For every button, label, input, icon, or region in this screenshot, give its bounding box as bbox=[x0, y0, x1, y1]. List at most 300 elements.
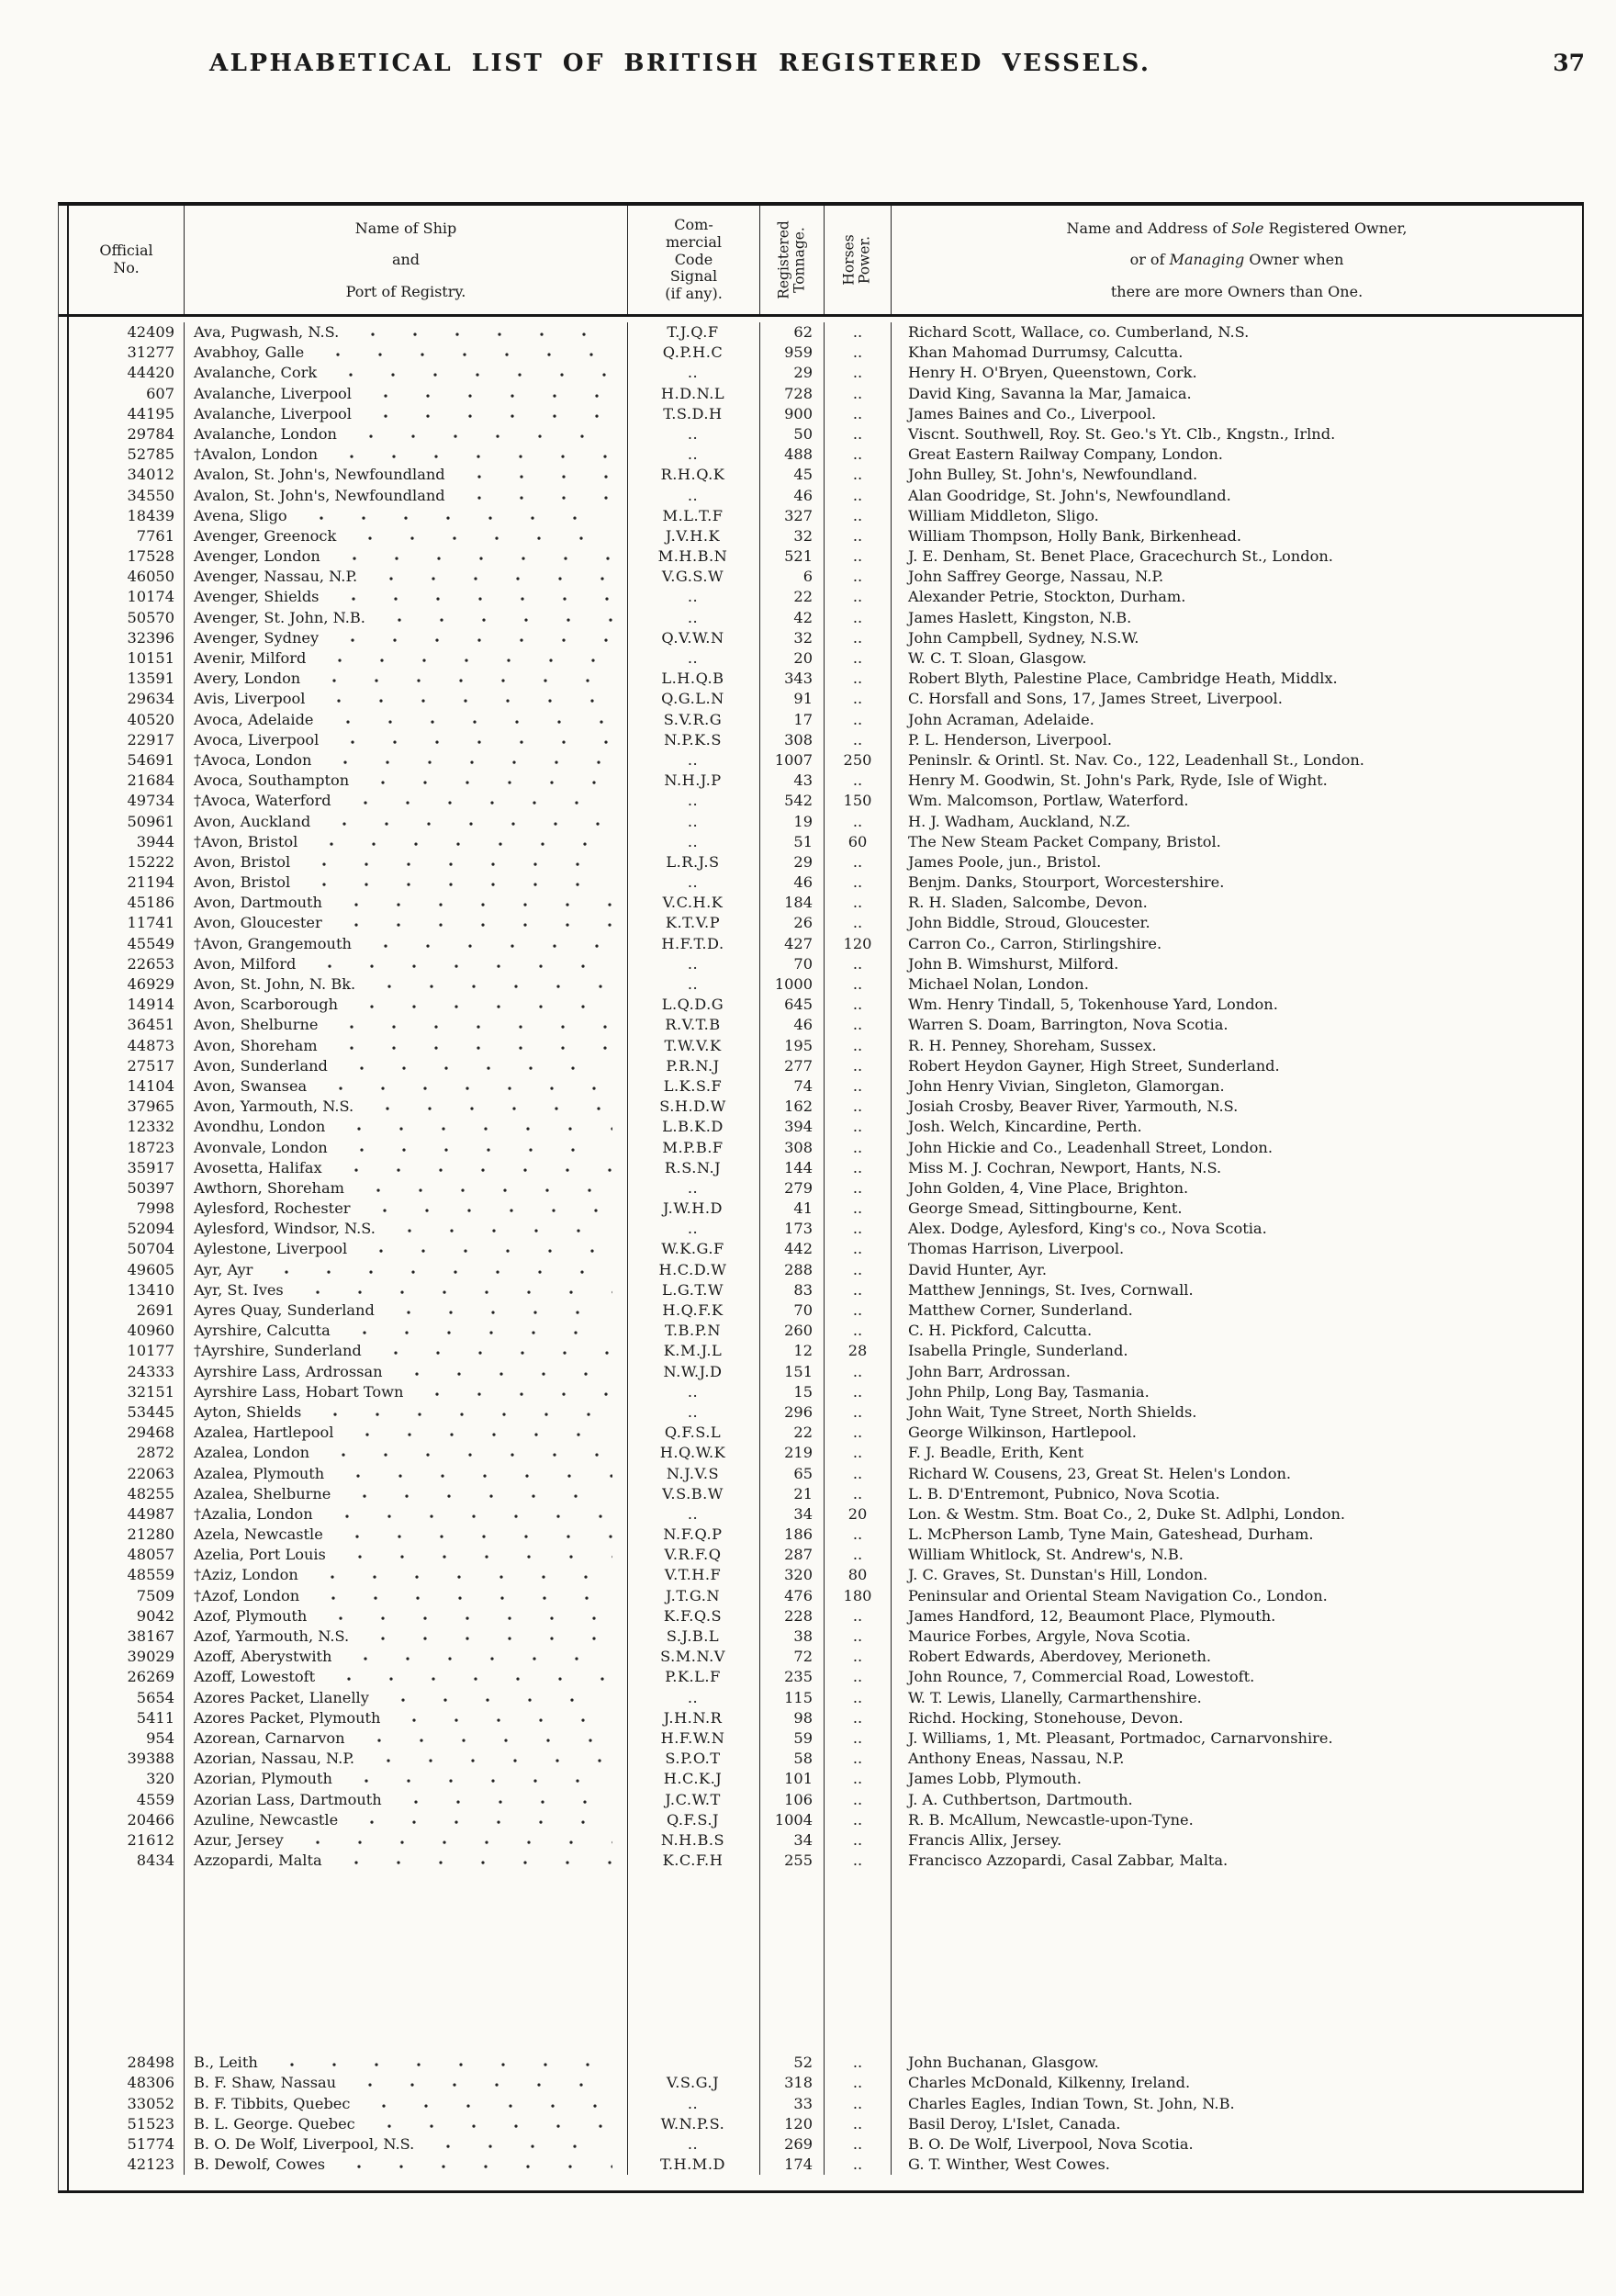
tonnage-cell: 46 bbox=[760, 1015, 825, 1035]
code-signal-cell: V.T.H.F bbox=[628, 1565, 760, 1585]
owner-cell: Basil Deroy, L'Islet, Canada. bbox=[908, 2114, 1121, 2133]
header-tonnage-line: Tonnage. bbox=[791, 227, 808, 293]
table-row bbox=[69, 1178, 1582, 1199]
official-no-cell: 607 bbox=[69, 384, 185, 404]
ship-name-cell bbox=[185, 1790, 628, 1810]
table-row bbox=[69, 1300, 1582, 1321]
code-signal-cell: T.H.M.D bbox=[628, 2155, 760, 2175]
tonnage-cell: 20 bbox=[760, 648, 825, 669]
code-signal-cell: S.M.N.V bbox=[628, 1647, 760, 1667]
tonnage-cell: 19 bbox=[760, 812, 825, 832]
ship-name: Ayrshire Lass, Ardrossan bbox=[194, 1362, 383, 1380]
owner-cell: John Hickie and Co., Leadenhall Street, London. bbox=[908, 1138, 1273, 1156]
ship-name: Avalanche, London bbox=[194, 424, 337, 443]
code-signal-cell: H.F.W.N bbox=[628, 1728, 760, 1749]
ship-name: Avalon, St. John's, Newfoundland bbox=[194, 466, 445, 484]
code-signal-cell: .. bbox=[628, 1402, 760, 1423]
dot-leader bbox=[318, 1606, 612, 1626]
owner-cell: Alan Goodridge, St. John's, Newfoundland. bbox=[908, 486, 1231, 504]
dot-leader bbox=[362, 1199, 612, 1219]
official-no-cell: 13410 bbox=[69, 1280, 185, 1300]
horse-power-cell: .. bbox=[825, 974, 892, 995]
code-signal-cell: J.T.G.N bbox=[628, 1586, 760, 1606]
horse-power-cell: .. bbox=[825, 404, 892, 424]
horse-power-cell: .. bbox=[825, 1036, 892, 1056]
ship-name: Azelia, Port Louis bbox=[194, 1546, 326, 1564]
code-signal-cell: P.R.N.J bbox=[628, 1056, 760, 1076]
table-row bbox=[69, 486, 1582, 506]
dot-leader bbox=[322, 750, 612, 771]
table-row bbox=[69, 974, 1582, 995]
tonnage-cell: 174 bbox=[760, 2155, 825, 2175]
ship-name: Aylestone, Liverpool bbox=[194, 1240, 348, 1258]
dot-leader bbox=[360, 771, 612, 791]
owner-cell: James Lobb, Plymouth. bbox=[908, 1770, 1082, 1788]
ship-name: Ayrshire, Calcutta bbox=[194, 1322, 331, 1340]
dot-leader bbox=[301, 872, 612, 893]
dot-leader bbox=[330, 628, 612, 648]
ship-name: †Aziz, London bbox=[194, 1566, 298, 1584]
ship-name: Ayrshire Lass, Hobart Town bbox=[194, 1382, 404, 1401]
tonnage-cell: 900 bbox=[760, 404, 825, 424]
official-no-cell: 4559 bbox=[69, 1790, 185, 1810]
ship-name: Avon, St. John, N. Bk. bbox=[194, 975, 356, 993]
header-code-line: Signal bbox=[669, 267, 718, 286]
horse-power-cell: .. bbox=[825, 1851, 892, 1871]
page-number: 37 bbox=[1553, 50, 1585, 76]
ship-name-cell bbox=[185, 1504, 628, 1525]
ship-name-cell bbox=[185, 1015, 628, 1035]
ship-name: B. F. Shaw, Nassau bbox=[194, 2074, 337, 2092]
horse-power-cell: .. bbox=[825, 567, 892, 587]
official-no-cell: 52785 bbox=[69, 445, 185, 465]
dot-leader bbox=[336, 1117, 612, 1137]
official-no-cell: 48559 bbox=[69, 1565, 185, 1585]
code-signal-cell: P.K.L.F bbox=[628, 1667, 760, 1687]
tonnage-cell: 542 bbox=[760, 791, 825, 811]
code-signal-cell: .. bbox=[628, 1219, 760, 1239]
header-owner bbox=[892, 206, 1582, 314]
owner-cell: Great Eastern Railway Company, London. bbox=[908, 445, 1223, 464]
tonnage-cell: 488 bbox=[760, 445, 825, 465]
owner-cell: B. O. De Wolf, Liverpool, Nova Scotia. bbox=[908, 2135, 1194, 2153]
code-signal-cell: H.C.D.W bbox=[628, 1260, 760, 1280]
table-row bbox=[69, 669, 1582, 689]
tonnage-cell: 62 bbox=[760, 322, 825, 343]
horse-power-cell: .. bbox=[825, 1321, 892, 1341]
official-no-cell: 29468 bbox=[69, 1423, 185, 1443]
dot-leader bbox=[394, 1362, 612, 1382]
ship-name-cell bbox=[185, 1402, 628, 1423]
code-signal-cell: .. bbox=[628, 608, 760, 628]
ship-name: Avon, Bristol bbox=[194, 873, 291, 892]
horse-power-cell: .. bbox=[825, 2094, 892, 2114]
official-no-cell: 33052 bbox=[69, 2094, 185, 2114]
table-row bbox=[69, 1586, 1582, 1606]
ship-name-cell bbox=[185, 1606, 628, 1626]
ship-name: Avon, Gloucester bbox=[194, 914, 322, 932]
code-signal-cell: Q.F.S.J bbox=[628, 1810, 760, 1830]
tonnage-cell: 269 bbox=[760, 2134, 825, 2155]
ship-name-cell bbox=[185, 1688, 628, 1708]
ship-name-cell bbox=[185, 404, 628, 424]
official-no-cell: 15222 bbox=[69, 852, 185, 872]
tonnage-cell: 279 bbox=[760, 1178, 825, 1199]
horse-power-cell: .. bbox=[825, 587, 892, 607]
horse-power-cell: .. bbox=[825, 812, 892, 832]
dot-leader bbox=[301, 852, 612, 872]
tonnage-cell: 296 bbox=[760, 1402, 825, 1423]
official-no-cell: 18723 bbox=[69, 1138, 185, 1158]
tonnage-cell: 6 bbox=[760, 567, 825, 587]
header-power-line: Power. bbox=[857, 235, 873, 285]
official-no-cell: 50961 bbox=[69, 812, 185, 832]
header-official-no-line: Official bbox=[99, 242, 153, 260]
horse-power-cell: 250 bbox=[825, 750, 892, 771]
code-signal-cell: S.H.D.W bbox=[628, 1097, 760, 1117]
horse-power-cell: .. bbox=[825, 1790, 892, 1810]
official-no-cell: 2691 bbox=[69, 1300, 185, 1321]
ship-name: Avon, Scarborough bbox=[194, 996, 338, 1014]
official-no-cell: 51523 bbox=[69, 2114, 185, 2134]
ship-name: Ayr, St. Ives bbox=[194, 1280, 284, 1299]
table-row bbox=[69, 852, 1582, 872]
official-no-cell: 42409 bbox=[69, 322, 185, 343]
ship-name: Avon, Shelburne bbox=[194, 1016, 319, 1034]
horse-power-cell: .. bbox=[825, 526, 892, 546]
horse-power-cell: .. bbox=[825, 1076, 892, 1097]
table-row bbox=[69, 1626, 1582, 1647]
ship-name-cell bbox=[185, 587, 628, 607]
official-no-cell: 10174 bbox=[69, 587, 185, 607]
ship-name: Avoca, Southampton bbox=[194, 771, 350, 790]
header-official-no bbox=[69, 206, 185, 314]
owner-cell: John Barr, Ardrossan. bbox=[908, 1362, 1071, 1380]
code-signal-cell: T.J.Q.F bbox=[628, 322, 760, 343]
official-no-cell: 22653 bbox=[69, 954, 185, 974]
header-owner-line: there are more Owners than One. bbox=[1110, 282, 1364, 300]
table-row bbox=[69, 913, 1582, 933]
official-no-cell: 52094 bbox=[69, 1219, 185, 1239]
dot-leader bbox=[309, 1565, 612, 1585]
tonnage-cell: 38 bbox=[760, 1626, 825, 1647]
owner-cell: W. T. Lewis, Llanelly, Carmarthenshire. bbox=[908, 1688, 1202, 1706]
dot-leader bbox=[325, 710, 612, 730]
ship-name: B. L. George. Quebec bbox=[194, 2114, 355, 2133]
tonnage-cell: 308 bbox=[760, 1138, 825, 1158]
dot-leader bbox=[317, 648, 612, 669]
table-row bbox=[69, 2053, 1582, 2073]
gap-cell bbox=[69, 1871, 185, 2053]
table-row bbox=[69, 1830, 1582, 1851]
ship-name: Avon, Shoreham bbox=[194, 1036, 318, 1054]
owner-cell: John B. Wimshurst, Milford. bbox=[908, 954, 1119, 973]
owner-cell: John Henry Vivian, Singleton, Glamorgan. bbox=[908, 1076, 1225, 1095]
table-row bbox=[69, 1728, 1582, 1749]
owner-cell: Charles Eagles, Indian Town, St. John, N.B. bbox=[908, 2094, 1235, 2112]
horse-power-cell: 20 bbox=[825, 1504, 892, 1525]
ship-name-cell bbox=[185, 1239, 628, 1259]
code-signal-cell: T.W.V.K bbox=[628, 1036, 760, 1056]
code-signal-cell: Q.F.S.L bbox=[628, 1423, 760, 1443]
tonnage-cell: 32 bbox=[760, 526, 825, 546]
tonnage-cell: 45 bbox=[760, 465, 825, 485]
official-no-cell: 50397 bbox=[69, 1178, 185, 1199]
dot-leader bbox=[318, 1076, 612, 1097]
owner-cell: William Thompson, Holly Bank, Birkenhead. bbox=[908, 526, 1242, 545]
ship-name: Avosetta, Halifax bbox=[194, 1158, 322, 1176]
ship-name: Avenger, Sydney bbox=[194, 628, 320, 647]
owner-cell: Richard W. Cousens, 23, Great St. Helen's London. bbox=[908, 1464, 1292, 1482]
official-no-cell: 14914 bbox=[69, 995, 185, 1015]
tonnage-cell: 320 bbox=[760, 1565, 825, 1585]
table-row bbox=[69, 1464, 1582, 1484]
dot-leader bbox=[366, 2114, 612, 2134]
horse-power-cell: .. bbox=[825, 465, 892, 485]
official-no-cell: 49734 bbox=[69, 791, 185, 811]
ship-name-cell bbox=[185, 689, 628, 709]
owner-cell: John Golden, 4, Vine Place, Brighton. bbox=[908, 1178, 1189, 1197]
header-horses-power bbox=[825, 206, 892, 314]
ship-name: Ava, Pugwash, N.S. bbox=[194, 323, 340, 341]
tonnage-cell: 1000 bbox=[760, 974, 825, 995]
dot-leader bbox=[365, 1749, 612, 1769]
table-row bbox=[69, 730, 1582, 750]
table-header-row bbox=[69, 206, 1582, 314]
table-row bbox=[69, 1239, 1582, 1259]
ship-name: Avenir, Milford bbox=[194, 649, 307, 667]
dot-leader bbox=[342, 791, 612, 811]
ship-name-cell bbox=[185, 1076, 628, 1097]
ship-name-cell bbox=[185, 974, 628, 995]
owner-cell: John Rounce, 7, Commercial Road, Lowestoft. bbox=[908, 1668, 1255, 1686]
tonnage-cell: 70 bbox=[760, 954, 825, 974]
table-row bbox=[69, 322, 1582, 343]
ship-name-cell bbox=[185, 1056, 628, 1076]
code-signal-cell: .. bbox=[628, 1178, 760, 1199]
tonnage-cell: 219 bbox=[760, 1443, 825, 1463]
dot-leader bbox=[333, 893, 612, 913]
ship-name: Avon, Auckland bbox=[194, 812, 311, 830]
owner-cell: Matthew Jennings, St. Ives, Cornwall. bbox=[908, 1280, 1194, 1299]
ship-name-cell bbox=[185, 832, 628, 852]
ship-name-cell bbox=[185, 730, 628, 750]
horse-power-cell: .. bbox=[825, 1708, 892, 1728]
ship-name-cell bbox=[185, 1464, 628, 1484]
code-signal-cell: Q.G.L.N bbox=[628, 689, 760, 709]
tonnage-cell: 74 bbox=[760, 1076, 825, 1097]
ship-name-cell bbox=[185, 1097, 628, 1117]
dot-leader bbox=[295, 1830, 612, 1851]
ship-name: Avena, Sligo bbox=[194, 506, 287, 524]
table-row bbox=[69, 1647, 1582, 1667]
table-row bbox=[69, 648, 1582, 669]
official-no-cell: 32396 bbox=[69, 628, 185, 648]
ship-name-cell bbox=[185, 486, 628, 506]
official-no-cell: 11741 bbox=[69, 913, 185, 933]
horse-power-cell: .. bbox=[825, 689, 892, 709]
ship-name: Avon, Dartmouth bbox=[194, 894, 322, 912]
ship-name-cell bbox=[185, 1219, 628, 1239]
ship-name: Avenger, Nassau, N.P. bbox=[194, 568, 358, 586]
header-code-line: (if any). bbox=[665, 285, 723, 303]
owner-cell: Richard Scott, Wallace, co. Cumberland, N.S. bbox=[908, 323, 1250, 341]
official-no-cell: 54691 bbox=[69, 750, 185, 771]
ship-name: Avon, Sunderland bbox=[194, 1056, 328, 1075]
dot-leader bbox=[456, 486, 612, 506]
code-signal-cell: T.B.P.N bbox=[628, 1321, 760, 1341]
table-row bbox=[69, 1076, 1582, 1097]
dot-leader bbox=[347, 526, 612, 546]
dot-leader bbox=[363, 384, 612, 404]
table-row bbox=[69, 1199, 1582, 1219]
horse-power-cell: .. bbox=[825, 1015, 892, 1035]
code-signal-cell: J.H.N.R bbox=[628, 1708, 760, 1728]
tonnage-cell: 29 bbox=[760, 363, 825, 383]
official-no-cell: 45549 bbox=[69, 934, 185, 954]
horse-power-cell: .. bbox=[825, 608, 892, 628]
table-row bbox=[69, 465, 1582, 485]
dot-leader bbox=[307, 954, 612, 974]
official-no-cell: 44873 bbox=[69, 1036, 185, 1056]
official-no-cell: 26269 bbox=[69, 1667, 185, 1687]
ship-name-cell bbox=[185, 2094, 628, 2114]
ship-name: †Avon, Bristol bbox=[194, 832, 298, 850]
owner-cell: Robert Edwards, Aberdovey, Merioneth. bbox=[908, 1648, 1212, 1666]
dot-leader bbox=[336, 2155, 612, 2175]
code-signal-cell: .. bbox=[628, 954, 760, 974]
horse-power-cell: .. bbox=[825, 1606, 892, 1626]
horse-power-cell: .. bbox=[825, 1667, 892, 1687]
horse-power-cell: .. bbox=[825, 363, 892, 383]
ship-name-cell bbox=[185, 322, 628, 343]
owner-cell: Viscnt. Southwell, Roy. St. Geo.'s Yt. Clb., Kngstn., Irlnd. bbox=[908, 424, 1336, 443]
ship-name-cell bbox=[185, 1199, 628, 1219]
ship-name: †Avoca, Waterford bbox=[194, 792, 331, 810]
ship-name-cell bbox=[185, 1178, 628, 1199]
horse-power-cell: .. bbox=[825, 1097, 892, 1117]
official-no-cell: 21280 bbox=[69, 1525, 185, 1545]
code-signal-cell: W.N.P.S. bbox=[628, 2114, 760, 2134]
ship-name: Avenger, St. John, N.B. bbox=[194, 608, 365, 626]
dot-leader bbox=[342, 1321, 612, 1341]
horse-power-cell: .. bbox=[825, 1769, 892, 1789]
horse-power-cell: .. bbox=[825, 1830, 892, 1851]
code-signal-cell: N.J.V.S bbox=[628, 1464, 760, 1484]
tonnage-cell: 17 bbox=[760, 710, 825, 730]
table-row bbox=[69, 710, 1582, 730]
ship-name: Azalea, London bbox=[194, 1444, 310, 1462]
header-code-line: Com- bbox=[674, 215, 713, 233]
code-signal-cell: .. bbox=[628, 974, 760, 995]
horse-power-cell: .. bbox=[825, 2114, 892, 2134]
tonnage-cell: 58 bbox=[760, 1749, 825, 1769]
dot-leader bbox=[425, 2134, 612, 2155]
ship-name: Azores Packet, Llanelly bbox=[194, 1688, 369, 1706]
code-signal-cell: .. bbox=[628, 750, 760, 771]
table-row bbox=[69, 1036, 1582, 1056]
tonnage-cell: 15 bbox=[760, 1382, 825, 1402]
ship-name: Azuline, Newcastle bbox=[194, 1810, 339, 1829]
owner-cell: John Philp, Long Bay, Tasmania. bbox=[908, 1382, 1150, 1401]
table-row bbox=[69, 934, 1582, 954]
owner-cell: Josh. Welch, Kincardine, Perth. bbox=[908, 1118, 1142, 1136]
owner-cell: J. Williams, 1, Mt. Pleasant, Portmadoc, Carnarvonshire. bbox=[908, 1728, 1333, 1747]
tonnage-cell: 72 bbox=[760, 1647, 825, 1667]
code-signal-cell: M.L.T.F bbox=[628, 506, 760, 526]
code-signal-cell: L.H.Q.B bbox=[628, 669, 760, 689]
horse-power-cell: .. bbox=[825, 2134, 892, 2155]
table-row bbox=[69, 506, 1582, 526]
owner-cell: George Wilkinson, Hartlepool. bbox=[908, 1424, 1137, 1442]
official-no-cell: 12332 bbox=[69, 1117, 185, 1137]
owner-cell: John Buchanan, Glasgow. bbox=[908, 2054, 1099, 2072]
tonnage-cell: 12 bbox=[760, 1341, 825, 1361]
table-row bbox=[69, 1667, 1582, 1687]
official-no-cell: 28498 bbox=[69, 2053, 185, 2073]
owner-cell: Carron Co., Carron, Stirlingshire. bbox=[908, 934, 1162, 952]
official-no-cell: 13591 bbox=[69, 669, 185, 689]
code-signal-cell: V.S.G.J bbox=[628, 2073, 760, 2093]
table-row bbox=[69, 2155, 1582, 2175]
horse-power-cell: .. bbox=[825, 771, 892, 791]
ship-name-cell bbox=[185, 363, 628, 383]
code-signal-cell: M.H.B.N bbox=[628, 546, 760, 567]
ship-name-cell bbox=[185, 893, 628, 913]
tonnage-cell: 106 bbox=[760, 1790, 825, 1810]
table-row bbox=[69, 2073, 1582, 2093]
table-row bbox=[69, 1423, 1582, 1443]
ship-name: †Avon, Grangemouth bbox=[194, 934, 352, 952]
code-signal-cell: L.R.J.S bbox=[628, 852, 760, 872]
horse-power-cell: .. bbox=[825, 1117, 892, 1137]
dot-leader bbox=[309, 832, 612, 852]
tonnage-cell: 277 bbox=[760, 1056, 825, 1076]
table-row bbox=[69, 526, 1582, 546]
ship-name: Avenger, London bbox=[194, 547, 320, 566]
header-owner-line: Name and Address of Sole Registered Owner, bbox=[1066, 219, 1408, 238]
official-no-cell: 22917 bbox=[69, 730, 185, 750]
official-no-cell: 9042 bbox=[69, 1606, 185, 1626]
section-gap bbox=[69, 1871, 1582, 2053]
table-body bbox=[59, 314, 1582, 2175]
owner-cell: Richd. Hocking, Stonehouse, Devon. bbox=[908, 1708, 1184, 1727]
table-row bbox=[69, 567, 1582, 587]
header-owner-line: or of Managing Owner when bbox=[1129, 251, 1344, 269]
dot-leader bbox=[335, 1464, 612, 1484]
table-row bbox=[69, 832, 1582, 852]
code-signal-cell: .. bbox=[628, 587, 760, 607]
table-row bbox=[69, 424, 1582, 445]
dot-leader bbox=[330, 730, 612, 750]
ship-name: Ayr, Ayr bbox=[194, 1260, 253, 1278]
dot-leader bbox=[366, 974, 612, 995]
tonnage-cell: 70 bbox=[760, 1300, 825, 1321]
table-row bbox=[69, 1810, 1582, 1830]
owner-cell: John Saffrey George, Nassau, N.P. bbox=[908, 568, 1164, 586]
horse-power-cell: .. bbox=[825, 1402, 892, 1423]
table-row bbox=[69, 1219, 1582, 1239]
horse-power-cell: .. bbox=[825, 1810, 892, 1830]
ship-name: Avon, Yarmouth, N.S. bbox=[194, 1097, 354, 1116]
ship-name-cell bbox=[185, 1626, 628, 1647]
owner-cell: J. E. Denham, St. Benet Place, Gracechurch St., London. bbox=[908, 547, 1333, 566]
code-signal-cell: S.P.O.T bbox=[628, 1749, 760, 1769]
table-row bbox=[69, 1280, 1582, 1300]
horse-power-cell: .. bbox=[825, 1626, 892, 1647]
tonnage-cell: 33 bbox=[760, 2094, 825, 2114]
code-signal-cell: H.D.N.L bbox=[628, 384, 760, 404]
